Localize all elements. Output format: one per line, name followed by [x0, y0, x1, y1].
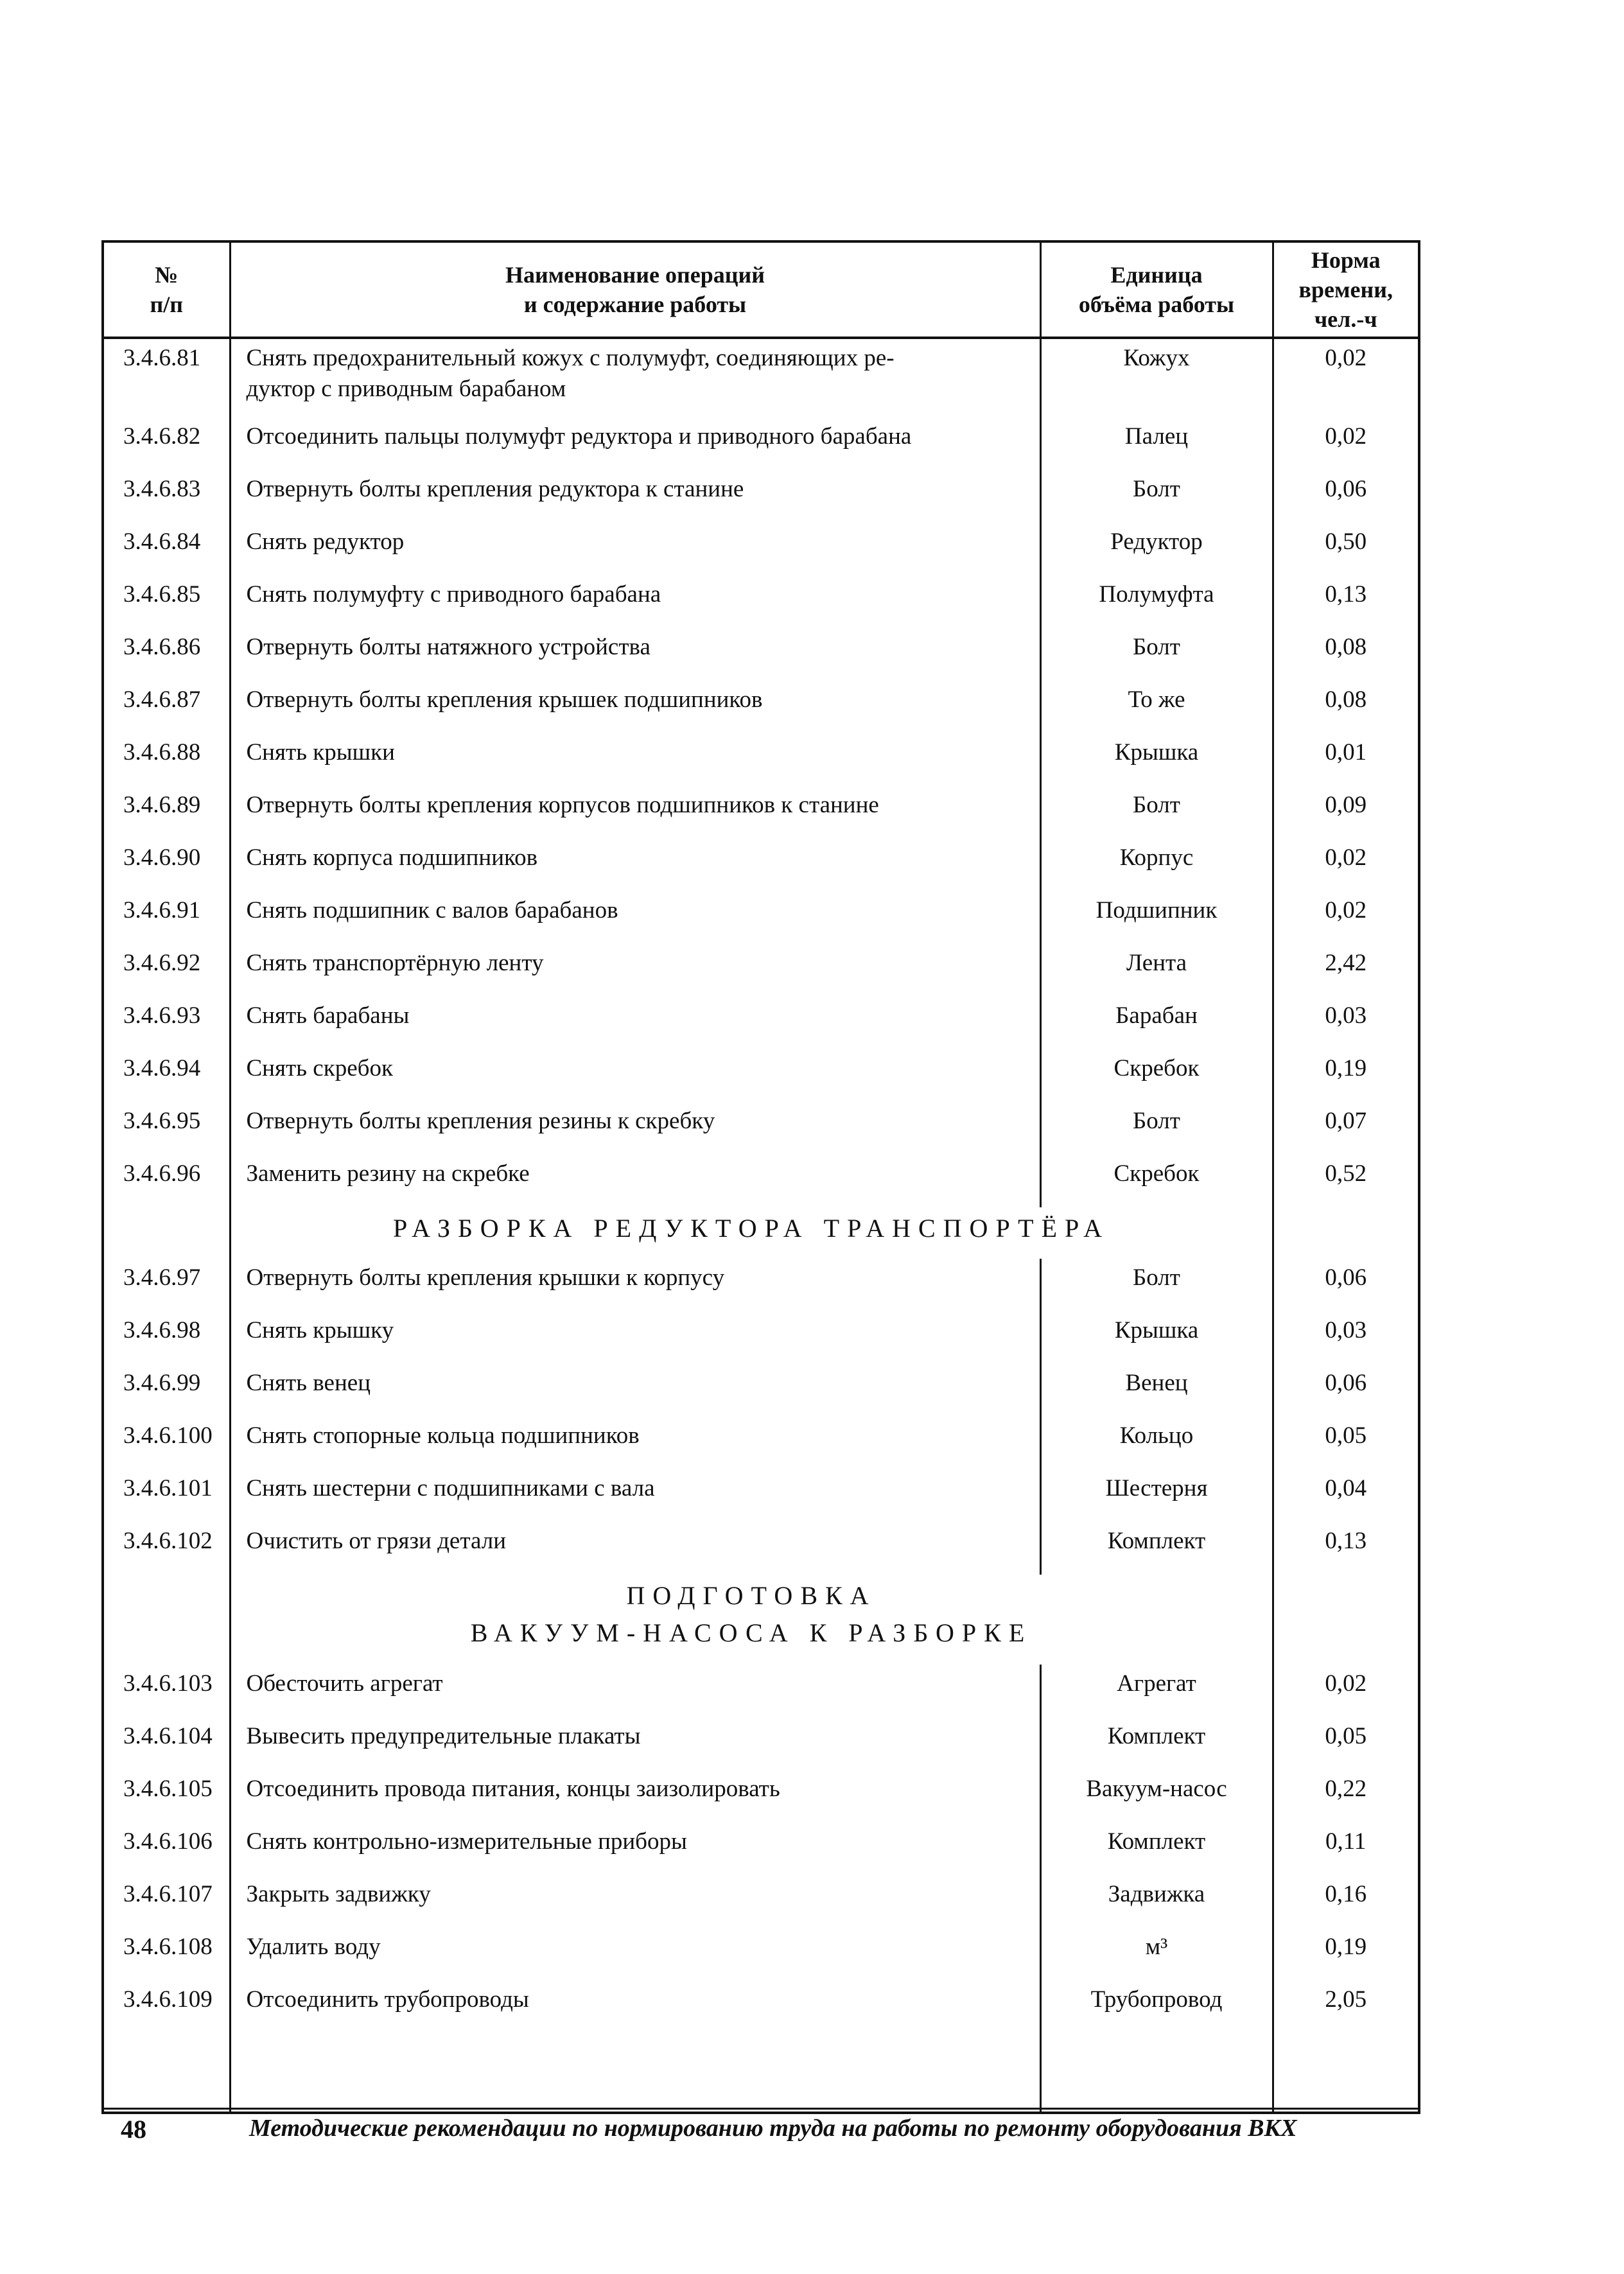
operation-name [230, 1928, 1040, 1981]
row-number [103, 1717, 230, 1770]
row-number-text: 3.4.6.85 [123, 581, 201, 608]
work-unit [1040, 944, 1273, 997]
time-norm-text: 2,05 [1325, 1986, 1367, 2013]
filler-cell [1273, 2033, 1419, 2113]
table-row [103, 1522, 1419, 1575]
work-unit [1040, 338, 1273, 417]
work-unit [1040, 575, 1273, 628]
operation-name-text: Очистить от грязи детали [246, 1528, 506, 1554]
time-norm-text: 0,02 [1325, 897, 1367, 923]
work-unit [1040, 786, 1273, 839]
table-row [103, 1259, 1419, 1311]
row-number [103, 891, 230, 944]
operation-name [230, 1155, 1040, 1207]
time-norm-text: 0,19 [1325, 1934, 1367, 1960]
work-unit-text: Редуктор [1110, 529, 1203, 555]
work-unit [1040, 1981, 1273, 2033]
time-norm-text: 0,04 [1325, 1475, 1367, 1501]
time-norm [1273, 1417, 1419, 1469]
operation-name [230, 338, 1040, 417]
operation-name [230, 575, 1040, 628]
row-number [103, 575, 230, 628]
row-number [103, 1049, 230, 1102]
row-number [103, 733, 230, 786]
time-norm-text: 0,08 [1325, 634, 1367, 660]
operation-name-text: Снять контрольно-измерительные приборы [246, 1828, 687, 1855]
work-unit-text: Болт [1133, 476, 1180, 502]
operation-name-text: Снять предохранительный кожух с полумуфт, соединяющих ре- [246, 345, 895, 371]
operation-name [230, 1823, 1040, 1875]
table-row [103, 1928, 1419, 1981]
row-number-text: 3.4.6.109 [123, 1986, 213, 2013]
operation-name [230, 891, 1040, 944]
operation-name [230, 1417, 1040, 1469]
work-unit [1040, 997, 1273, 1049]
table-row [103, 1770, 1419, 1823]
table-row [103, 1981, 1419, 2033]
section-heading-line: ПОДГОТОВКА [626, 1581, 877, 1610]
work-unit-text: Вакуум-насос [1086, 1776, 1227, 1802]
time-norm [1273, 786, 1419, 839]
time-norm-text: 0,03 [1325, 1317, 1367, 1343]
col-header-name: Наименование операций и содержание работы [230, 241, 1040, 338]
row-number [103, 1102, 230, 1155]
time-norm [1273, 1469, 1419, 1522]
row-number-text: 3.4.6.101 [123, 1475, 213, 1501]
row-number-text: 3.4.6.105 [123, 1776, 213, 1802]
work-unit [1040, 523, 1273, 575]
table-row [103, 786, 1419, 839]
row-number-text: 3.4.6.95 [123, 1108, 201, 1134]
table-row [103, 417, 1419, 470]
section-heading-line: РАЗБОРКА РЕДУКТОРА ТРАНСПОРТЁРА [392, 1214, 1110, 1243]
time-norm-text: 0,02 [1325, 844, 1367, 871]
work-unit [1040, 1823, 1273, 1875]
row-number-text: 3.4.6.87 [123, 687, 201, 713]
work-unit [1040, 1928, 1273, 1981]
work-unit-text: Болт [1133, 1108, 1180, 1134]
time-norm [1273, 681, 1419, 733]
operation-name-text: Обесточить агрегат [246, 1670, 443, 1697]
operation-name [230, 1259, 1040, 1311]
time-norm-text: 0,50 [1325, 529, 1367, 555]
table-row [103, 1311, 1419, 1364]
row-number [103, 470, 230, 523]
time-norm-text: 0,06 [1325, 476, 1367, 502]
row-number-text: 3.4.6.100 [123, 1422, 213, 1449]
operation-name-text: Снять крышки [246, 739, 395, 765]
operation-name-text: Снять крышку [246, 1317, 394, 1343]
work-unit [1040, 417, 1273, 470]
work-unit-text: Агрегат [1117, 1670, 1196, 1697]
time-norm [1273, 1311, 1419, 1364]
work-unit [1040, 1311, 1273, 1364]
work-unit-text: Болт [1133, 1264, 1180, 1291]
time-norm [1273, 470, 1419, 523]
operation-name-text: Снять редуктор [246, 529, 405, 555]
work-unit-text: Венец [1125, 1370, 1188, 1396]
work-unit-text: Барабан [1115, 1002, 1198, 1029]
table-row [103, 1417, 1419, 1469]
time-norm [1273, 1049, 1419, 1102]
row-number [103, 839, 230, 891]
row-number-text: 3.4.6.103 [123, 1670, 213, 1697]
time-norm-text: 0,03 [1325, 1002, 1367, 1029]
footer-title: Методические рекомендации по нормированию труда на работы по ремонту оборудования ВКХ [249, 2115, 1297, 2142]
row-number [103, 1364, 230, 1417]
row-number-text: 3.4.6.88 [123, 739, 201, 765]
operation-name [230, 733, 1040, 786]
row-number-text: 3.4.6.82 [123, 423, 201, 450]
row-number [103, 417, 230, 470]
operation-name-text: Снять транспортёрную ленту [246, 950, 544, 976]
operation-name-text: Отвернуть болты натяжного устройства [246, 634, 650, 660]
time-norm [1273, 1928, 1419, 1981]
time-norm-text: 0,08 [1325, 687, 1367, 713]
time-norm-text: 0,09 [1325, 792, 1367, 818]
row-number [103, 1981, 230, 2033]
work-unit-text: Подшипник [1096, 897, 1218, 923]
work-unit [1040, 470, 1273, 523]
time-norm-text: 0,11 [1325, 1828, 1366, 1855]
norms-table [101, 240, 1420, 2114]
operation-name-text: Заменить резину на скребке [246, 1160, 530, 1187]
work-unit-text: Кожух [1123, 345, 1190, 371]
operation-name-text: Отсоединить пальцы полумуфт редуктора и приводного барабана [246, 423, 912, 450]
time-norm [1273, 1770, 1419, 1823]
row-number [103, 338, 230, 417]
operation-name-text: Отсоединить провода питания, концы заизолировать [246, 1776, 780, 1802]
time-norm [1273, 839, 1419, 891]
section-norm-cell [1273, 1575, 1419, 1665]
section-heading [230, 1207, 1273, 1259]
table-row [103, 1049, 1419, 1102]
operation-name-text: Снять полумуфту с приводного барабана [246, 581, 661, 608]
work-unit [1040, 1469, 1273, 1522]
time-norm [1273, 628, 1419, 681]
row-number-text: 3.4.6.83 [123, 476, 201, 502]
work-unit-text: Крышка [1114, 739, 1199, 765]
operation-name-text: Отвернуть болты крепления корпусов подшипников к станине [246, 792, 879, 818]
work-unit [1040, 1049, 1273, 1102]
work-unit-text: Болт [1133, 792, 1180, 818]
row-number-text: 3.4.6.102 [123, 1528, 213, 1554]
time-norm [1273, 1522, 1419, 1575]
page-number: 48 [121, 2115, 146, 2144]
section-norm-cell [1273, 1207, 1419, 1259]
table-row [103, 523, 1419, 575]
section-heading [230, 1575, 1273, 1665]
table-row [103, 997, 1419, 1049]
time-norm-text: 0,01 [1325, 739, 1367, 765]
work-unit-text: Трубопровод [1090, 1986, 1223, 2013]
row-number [103, 1770, 230, 1823]
work-unit-text: То же [1128, 687, 1185, 713]
row-number-text: 3.4.6.106 [123, 1828, 213, 1855]
table-row [103, 1102, 1419, 1155]
operation-name [230, 1469, 1040, 1522]
time-norm-text: 0,06 [1325, 1264, 1367, 1291]
operation-name [230, 470, 1040, 523]
table-row [103, 338, 1419, 417]
work-unit-text: Скребок [1113, 1160, 1200, 1187]
work-unit [1040, 1364, 1273, 1417]
operation-name-text: Удалить воду [246, 1934, 381, 1960]
operation-name-continued: дуктор с приводным барабаном [246, 376, 566, 402]
time-norm [1273, 1102, 1419, 1155]
time-norm-text: 0,16 [1325, 1881, 1367, 1907]
row-number-text: 3.4.6.98 [123, 1317, 201, 1343]
operation-name-text: Отсоединить трубопроводы [246, 1986, 529, 2013]
row-number [103, 1928, 230, 1981]
time-norm [1273, 997, 1419, 1049]
operation-name [230, 839, 1040, 891]
work-unit-text: Скребок [1113, 1055, 1200, 1081]
time-norm [1273, 1823, 1419, 1875]
operation-name-text: Снять скребок [246, 1055, 393, 1081]
row-number [103, 786, 230, 839]
table-row [103, 1155, 1419, 1207]
section-num-cell [103, 1575, 230, 1665]
row-number [103, 1469, 230, 1522]
work-unit-text: Комплект [1107, 1828, 1206, 1855]
operation-name-text: Закрыть задвижку [246, 1881, 431, 1907]
operation-name [230, 1981, 1040, 2033]
operation-name [230, 1311, 1040, 1364]
operation-name [230, 786, 1040, 839]
time-norm [1273, 1665, 1419, 1717]
table-row [103, 1469, 1419, 1522]
row-number-text: 3.4.6.81 [123, 345, 201, 371]
row-number [103, 944, 230, 997]
operation-name-text: Снять корпуса подшипников [246, 844, 538, 871]
time-norm-text: 0,02 [1325, 345, 1367, 371]
row-number [103, 997, 230, 1049]
work-unit-text: Лента [1126, 950, 1187, 976]
operation-name [230, 681, 1040, 733]
operation-name-text: Отвернуть болты крепления крышек подшипников [246, 687, 763, 713]
work-unit [1040, 1417, 1273, 1469]
row-number-text: 3.4.6.97 [123, 1264, 201, 1291]
operation-name [230, 1717, 1040, 1770]
row-number-text: 3.4.6.104 [123, 1723, 213, 1749]
row-number [103, 1259, 230, 1311]
work-unit-text: Комплект [1107, 1723, 1206, 1749]
operation-name [230, 1522, 1040, 1575]
row-number [103, 1875, 230, 1928]
col-header-norm: Норма времени, чел.-ч [1273, 241, 1419, 338]
work-unit [1040, 628, 1273, 681]
work-unit [1040, 1522, 1273, 1575]
operation-name-text: Снять венец [246, 1370, 371, 1396]
work-unit-text: Крышка [1114, 1317, 1199, 1343]
operation-name [230, 1102, 1040, 1155]
filler-cell [1040, 2033, 1273, 2113]
row-number [103, 628, 230, 681]
time-norm [1273, 575, 1419, 628]
row-number [103, 523, 230, 575]
work-unit [1040, 733, 1273, 786]
filler-cell [103, 2033, 230, 2113]
table-row [103, 681, 1419, 733]
table-row [103, 470, 1419, 523]
time-norm-text: 0,02 [1325, 1670, 1367, 1697]
work-unit [1040, 1717, 1273, 1770]
work-unit [1040, 681, 1273, 733]
time-norm [1273, 523, 1419, 575]
row-number-text: 3.4.6.93 [123, 1002, 201, 1029]
row-number-text: 3.4.6.91 [123, 897, 201, 923]
row-number [103, 1522, 230, 1575]
work-unit [1040, 1155, 1273, 1207]
row-number-text: 3.4.6.96 [123, 1160, 201, 1187]
work-unit [1040, 1770, 1273, 1823]
operation-name [230, 1770, 1040, 1823]
table-row [103, 891, 1419, 944]
time-norm [1273, 944, 1419, 997]
time-norm [1273, 1875, 1419, 1928]
time-norm [1273, 1155, 1419, 1207]
section-heading-row [103, 1575, 1419, 1665]
work-unit [1040, 891, 1273, 944]
operation-name-text: Отвернуть болты крепления редуктора к станине [246, 476, 744, 502]
col-header-num: № п/п [103, 241, 230, 338]
work-unit-text: м³ [1145, 1934, 1168, 1960]
work-unit-text: Задвижка [1108, 1881, 1205, 1907]
time-norm-text: 0,05 [1325, 1723, 1367, 1749]
row-number-text: 3.4.6.107 [123, 1881, 213, 1907]
time-norm-text: 0,02 [1325, 423, 1367, 450]
time-norm-text: 0,22 [1325, 1776, 1367, 1802]
work-unit-text: Кольцо [1119, 1422, 1194, 1449]
time-norm-text: 2,42 [1325, 950, 1367, 976]
operation-name [230, 944, 1040, 997]
row-number-text: 3.4.6.92 [123, 950, 201, 976]
row-number [103, 1417, 230, 1469]
table-row [103, 1875, 1419, 1928]
operation-name-text: Вывесить предупредительные плакаты [246, 1723, 641, 1749]
row-number [103, 681, 230, 733]
work-unit-text: Полумуфта [1099, 581, 1214, 608]
table-row [103, 1364, 1419, 1417]
work-unit [1040, 1259, 1273, 1311]
time-norm-text: 0,13 [1325, 581, 1367, 608]
row-number-text: 3.4.6.89 [123, 792, 201, 818]
time-norm [1273, 1981, 1419, 2033]
col-header-unit: Единица объёма работы [1040, 241, 1273, 338]
work-unit-text: Комплект [1107, 1528, 1206, 1554]
section-num-cell [103, 1207, 230, 1259]
operation-name [230, 523, 1040, 575]
operation-name [230, 997, 1040, 1049]
table-filler-row [103, 2033, 1419, 2113]
operation-name [230, 1665, 1040, 1717]
operation-name [230, 417, 1040, 470]
operation-name-text: Снять барабаны [246, 1002, 410, 1029]
work-unit [1040, 1875, 1273, 1928]
operation-name-text: Снять стопорные кольца подшипников [246, 1422, 640, 1449]
table-row [103, 628, 1419, 681]
work-unit-text: Корпус [1119, 844, 1194, 871]
table-row [103, 733, 1419, 786]
row-number-text: 3.4.6.94 [123, 1055, 201, 1081]
operation-name [230, 1364, 1040, 1417]
time-norm [1273, 417, 1419, 470]
table-body [103, 338, 1419, 2113]
row-number [103, 1311, 230, 1364]
operation-name-text: Снять шестерни с подшипниками с вала [246, 1475, 655, 1501]
table-row [103, 1823, 1419, 1875]
row-number-text: 3.4.6.90 [123, 844, 201, 871]
work-unit [1040, 1102, 1273, 1155]
time-norm-text: 0,19 [1325, 1055, 1367, 1081]
operation-name-text: Отвернуть болты крепления резины к скребку [246, 1108, 715, 1134]
time-norm-text: 0,05 [1325, 1422, 1367, 1449]
time-norm [1273, 1259, 1419, 1311]
time-norm-text: 0,13 [1325, 1528, 1367, 1554]
time-norm [1273, 1364, 1419, 1417]
work-unit [1040, 1665, 1273, 1717]
footer-rule [101, 2108, 1418, 2110]
row-number-text: 3.4.6.86 [123, 634, 201, 660]
time-norm [1273, 733, 1419, 786]
row-number [103, 1155, 230, 1207]
operation-name-text: Отвернуть болты крепления крышки к корпусу [246, 1264, 725, 1291]
row-number-text: 3.4.6.99 [123, 1370, 201, 1396]
work-unit-text: Шестерня [1105, 1475, 1208, 1501]
table-row [103, 839, 1419, 891]
row-number [103, 1823, 230, 1875]
time-norm [1273, 891, 1419, 944]
table-row [103, 1717, 1419, 1770]
time-norm-text: 0,06 [1325, 1370, 1367, 1396]
operation-name [230, 1049, 1040, 1102]
operation-name-text: Снять подшипник с валов барабанов [246, 897, 618, 923]
operation-name [230, 628, 1040, 681]
row-number-text: 3.4.6.84 [123, 529, 201, 555]
row-number [103, 1665, 230, 1717]
work-unit-text: Палец [1124, 423, 1189, 450]
work-unit [1040, 839, 1273, 891]
operation-name [230, 1875, 1040, 1928]
work-unit-text: Болт [1133, 634, 1180, 660]
time-norm [1273, 1717, 1419, 1770]
time-norm-text: 0,07 [1325, 1108, 1367, 1134]
section-heading-row [103, 1207, 1419, 1259]
row-number-text: 3.4.6.108 [123, 1934, 213, 1960]
section-heading-line: ВАКУУМ-НАСОСА К РАЗБОРКЕ [470, 1618, 1033, 1647]
time-norm-text: 0,52 [1325, 1160, 1367, 1187]
table-row [103, 944, 1419, 997]
table-row [103, 1665, 1419, 1717]
table-row [103, 575, 1419, 628]
time-norm [1273, 338, 1419, 417]
table-header-row [103, 241, 1419, 338]
filler-cell [230, 2033, 1040, 2113]
